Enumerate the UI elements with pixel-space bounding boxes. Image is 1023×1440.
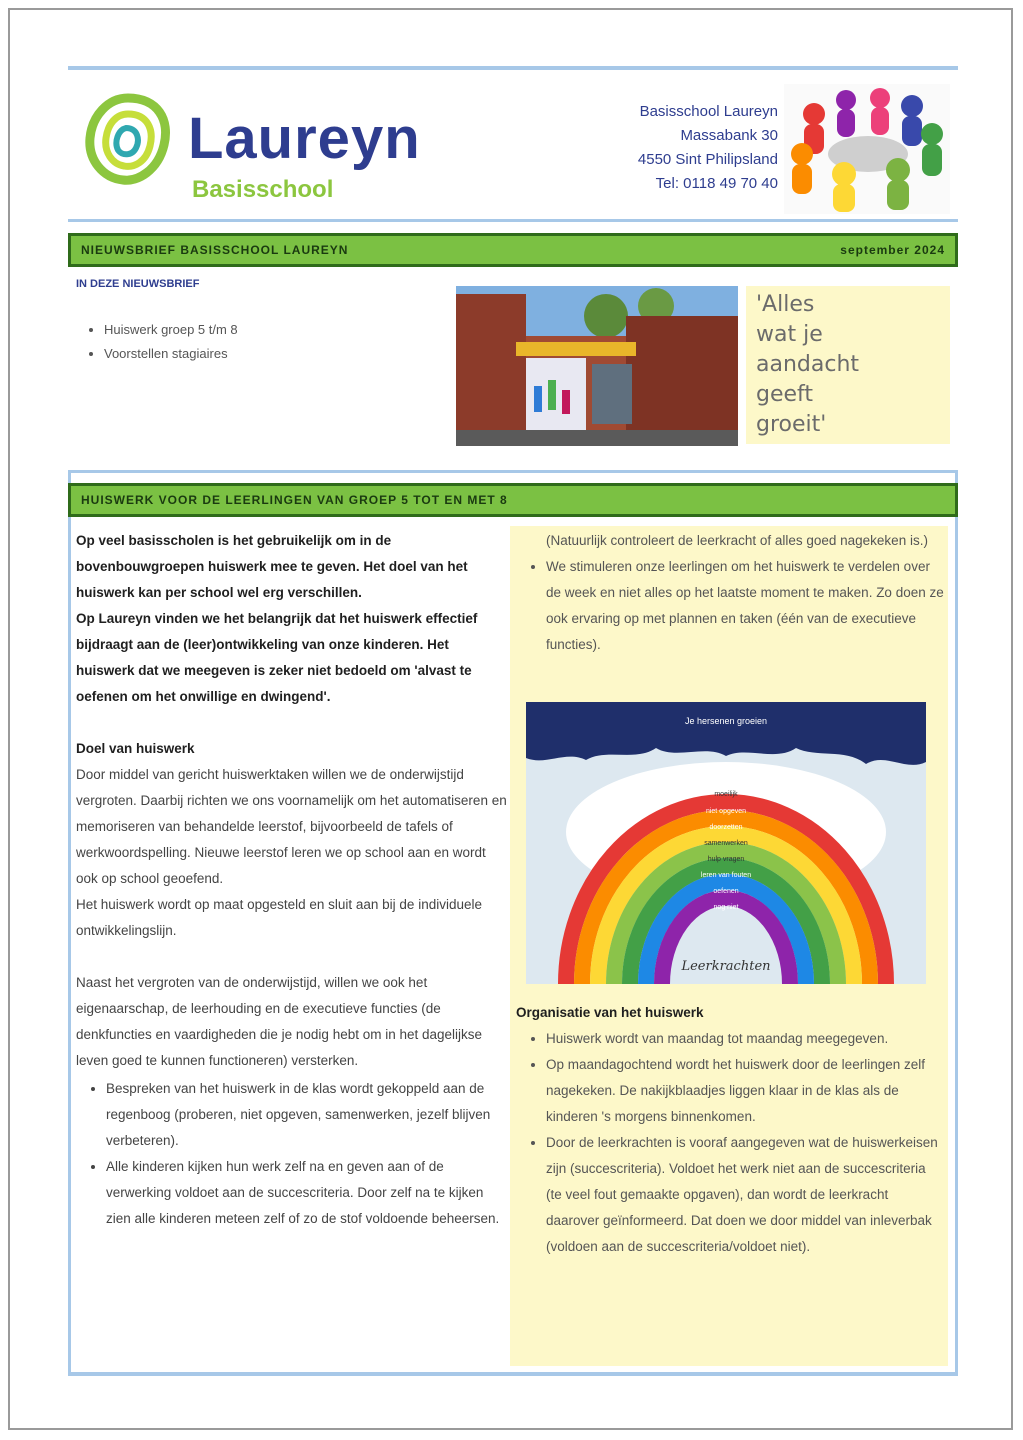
address-line: Massabank 30 xyxy=(680,127,778,144)
intro-paragraph: Op Laureyn vinden we het belangrijk dat het huiswerk effectief bijdraagt aan de (leer)ontwikkeling van onze kinderen. Het huiswerk dat we meegeven is zeker niet bedoeld om 'alvast te oefenen om het onwillige en dwingend'. xyxy=(76,611,478,704)
body-paragraph: (Natuurlijk controleert de leerkracht of alles goed nagekeken is.) xyxy=(546,533,928,548)
rainbow-footer: Leerkrachten xyxy=(681,959,771,974)
rainbow-band-label: hulp vragen xyxy=(707,856,745,863)
rainbow-band-label: oefenen xyxy=(713,888,739,895)
address-line: Basisschool Laureyn xyxy=(639,103,778,120)
rainbow-band-label: moeilijk xyxy=(714,791,738,798)
rainbow-title: Je hersenen groeien xyxy=(684,716,768,726)
quote-line: 'Alles xyxy=(756,292,815,317)
rainbow-band-label: leren van fouten xyxy=(700,872,752,879)
list-item: • Alle kinderen kijken hun werk zelf na en geven aan of de verwerking voldoet aan de succescriteria. Door zelf na te kijken zien alle kinderen meteen zelf of zo de stof voldoende beheersen. xyxy=(106,1154,508,1232)
right-bullet-list xyxy=(516,554,944,658)
banner-date: september 2024 xyxy=(840,243,945,257)
list-item: • Door de leerkrachten is vooraf aangegeven wat de huiswerkeisen zijn (succescriteria). Voldoet het werk niet aan de succescriteria (te veel fout gemaakte opgaven), dan wordt de leerkracht daarover geïnformeerd. Dat doen we door middel van inleverbak (voldoen aan de succescriteria/voldoet niet). xyxy=(546,1130,944,1260)
brand-subtitle: Basisschool xyxy=(192,176,334,203)
intro-paragraph: Op veel basisscholen is het gebruikelijk om in de bovenbouwgroepen huiswerk mee te geven. Het doel van het huiswerk kan per school wel erg verschillen. xyxy=(76,533,468,600)
banner-title: NIEUWSBRIEF BASISSCHOOL LAUREYN xyxy=(81,243,349,257)
rainbow-band-label: nog niet xyxy=(713,904,739,911)
rainbow-illustration xyxy=(526,702,926,984)
address-line: 4550 Sint Philipsland xyxy=(637,151,778,168)
homework-banner xyxy=(68,483,958,517)
address-line: Tel: 0118 49 70 40 xyxy=(655,175,778,192)
quote-line: aandacht xyxy=(756,352,860,377)
list-item: • Huiswerk wordt van maandag tot maandag meegegeven. xyxy=(546,1026,944,1052)
body-paragraph: Door middel van gericht huiswerktaken willen we de onderwijstijd vergroten. Daarbij richten we ons voornamelijk om het automatiseren en memoriseren van behandelde leerstof, bijvoorbeeld de tafels of werkwoordspelling. Nieuwe leerstof leren we op school aan en wordt ook op school geoefend. xyxy=(76,767,507,886)
quote-line: wat je xyxy=(756,322,823,347)
section-heading: Organisatie van het huiswerk xyxy=(516,1005,704,1020)
index-item: • Huiswerk groep 5 t/m 8 xyxy=(104,318,238,342)
left-bullet-list xyxy=(76,1076,508,1232)
list-item: • We stimuleren onze leerlingen om het huiswerk te verdelen over de week en niet alles op het laatste moment te maken. Zo doen ze ook ervaring op met plannen en taken (één van de executieve functies). xyxy=(546,554,944,658)
index-title: IN DEZE NIEUWSBRIEF xyxy=(76,278,200,290)
laureyn-logo-icon xyxy=(78,90,178,190)
right-column-organisation xyxy=(516,1000,944,1260)
homework-banner-title: HUISWERK VOOR DE LEERLINGEN VAN GROEP 5 TOT EN MET 8 xyxy=(81,493,508,507)
brand-name: Laureyn xyxy=(188,106,421,171)
body-paragraph: Het huiswerk wordt op maat opgesteld en sluit aan bij de individuele ontwikkelingslijn. xyxy=(76,897,482,938)
rainbow-band-label: samenwerken xyxy=(704,840,748,847)
index-item: • Voorstellen stagiaires xyxy=(104,342,238,366)
quote-line: groeit' xyxy=(756,412,827,437)
quote-box xyxy=(746,286,950,444)
organisation-list xyxy=(516,1026,944,1260)
newsletter-header xyxy=(68,66,958,222)
rainbow-band-label: doorzetten xyxy=(709,824,743,831)
index-list xyxy=(76,318,238,366)
people-circle-icon xyxy=(784,84,950,214)
rainbow-band-label: niet opgeven xyxy=(705,808,747,815)
quote-line: geeft xyxy=(756,382,814,407)
school-address xyxy=(638,100,778,196)
list-item: • Bespreken van het huiswerk in de klas wordt gekoppeld aan de regenboog (proberen, niet opgeven, samenwerken, jezelf blijven verbeteren). xyxy=(106,1076,508,1154)
section-heading: Doel van huiswerk xyxy=(76,741,195,756)
school-building-photo xyxy=(456,286,738,446)
left-column xyxy=(76,528,508,1232)
newsletter-banner xyxy=(68,233,958,267)
list-item: • Op maandagochtend wordt het huiswerk door de leerlingen zelf nagekeken. De nakijkblaadjes liggen klaar in de klas als de kinderen 's morgens binnenkomen. xyxy=(546,1052,944,1130)
body-paragraph: Naast het vergroten van de onderwijstijd, willen we ook het eigenaarschap, de leerhouding en de executieve functies (de denkfuncties en vaardigheden die je nodig hebt om in het dagelijkse leven goed te kunnen functioneren) versterken. xyxy=(76,975,483,1068)
right-column xyxy=(516,528,944,658)
